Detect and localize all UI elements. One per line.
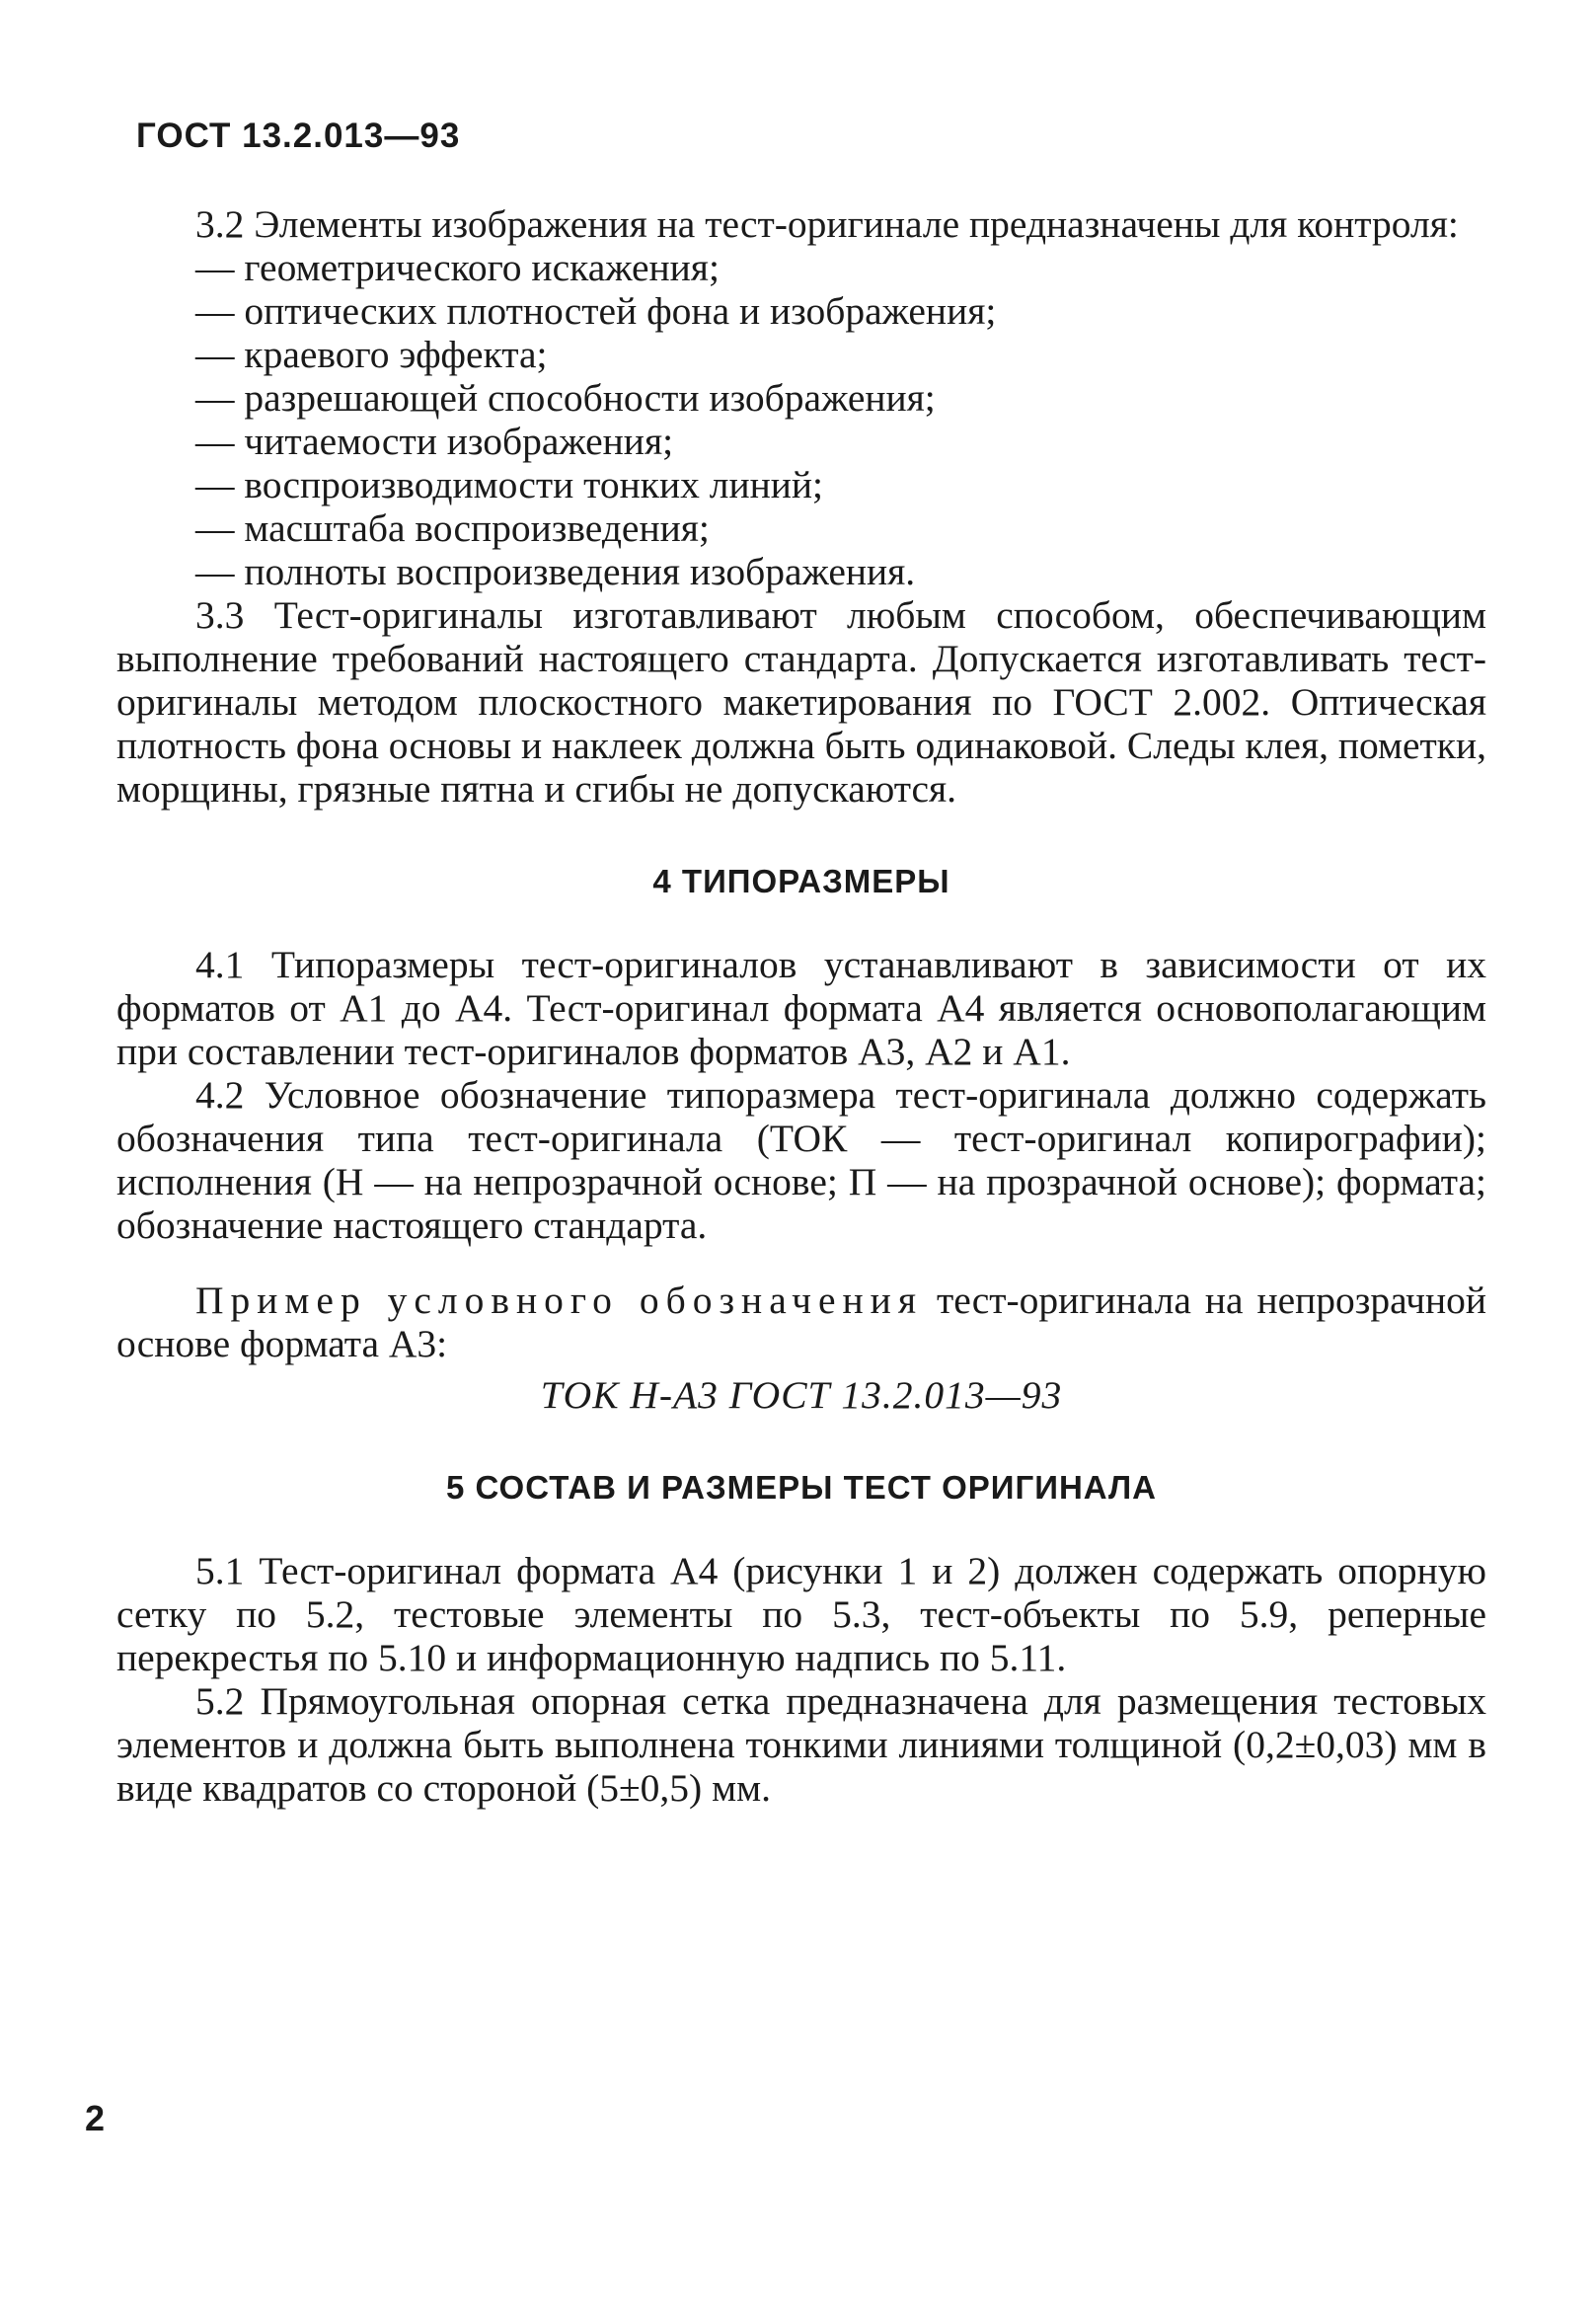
example-designation: ТОК Н-А3 ГОСТ 13.2.013—93: [540, 1373, 1063, 1417]
example-label: Пример условного обозначения: [195, 1278, 923, 1322]
page-header: ГОСТ 13.2.013—93: [136, 116, 461, 155]
example-paragraph: [116, 1278, 1486, 1365]
section-5-title: 5 СОСТАВ И РАЗМЕРЫ ТЕСТ ОРИГИНАЛА: [446, 1469, 1157, 1506]
list-item: — воспроизводимости тонких линий;: [195, 463, 823, 506]
list-item: — геометрического искажения;: [195, 246, 720, 289]
paragraph-3-2-intro: 3.2 Элементы изображения на тест-оригинале предназначены для контроля:: [195, 202, 1459, 246]
list-item: — полноты воспроизведения изображения.: [195, 550, 916, 593]
list-item: — масштаба воспроизведения;: [195, 506, 710, 550]
page-content: [116, 202, 1486, 1810]
list-item: — читаемости изображения;: [195, 420, 674, 463]
list-item: — оптических плотностей фона и изображения;: [195, 289, 997, 333]
paragraph-5-1: 5.1 Тест-оригинал формата А4 (рисунки 1 и 2) должен содержать опорную сетку по 5.2, тестовые элементы по 5.3, тест-объекты по 5.9, реперные перекрестья по 5.10 и информационную надпись по 5.11.: [116, 1549, 1486, 1679]
list-item: — разрешающей способности изображения;: [195, 376, 936, 420]
list-item: — краевого эффекта;: [195, 333, 548, 376]
paragraph-4-2: 4.2 Условное обозначение типоразмера тест-оригинала должно содержать обозначения типа тест-оригинала (ТОК — тест-оригинал копирографии); исполнения (Н — на непрозрачной основе; П — на прозрачной основе); формата; обозначение настоящего стандарта.: [116, 1073, 1486, 1247]
page-number: 2: [85, 2098, 106, 2138]
section-4-title: 4 ТИПОРАЗМЕРЫ: [652, 863, 950, 899]
paragraph-5-2: 5.2 Прямоугольная опорная сетка предназначена для размещения тестовых элементов и должна быть выполнена тонкими линиями толщиной (0,2±0,03) мм в виде квадратов со стороной (5±0,5) мм.: [116, 1679, 1486, 1810]
paragraph-3-3: 3.3 Тест-оригиналы изготавливают любым способом, обеспечивающим выполнение требований настоящего стандарта. Допускается изготавливать тест-оригиналы методом плоскостного макетирования по ГОСТ 2.002. Оптическая плотность фона основы и наклеек должна быть одинаковой. Следы клея, пометки, морщины, грязные пятна и сгибы не допускаются.: [116, 593, 1486, 811]
paragraph-4-1: 4.1 Типоразмеры тест-оригиналов устанавливают в зависимости от их форматов от А1 до А4. Тест-оригинал формата А4 является основополагающим при составлении тест-оригиналов форматов А3, А2 и А1.: [116, 943, 1486, 1073]
control-items-list: [116, 246, 1486, 593]
example-text: тест-оригинала на непрозрачной основе формата А3:: [116, 1278, 1486, 1365]
